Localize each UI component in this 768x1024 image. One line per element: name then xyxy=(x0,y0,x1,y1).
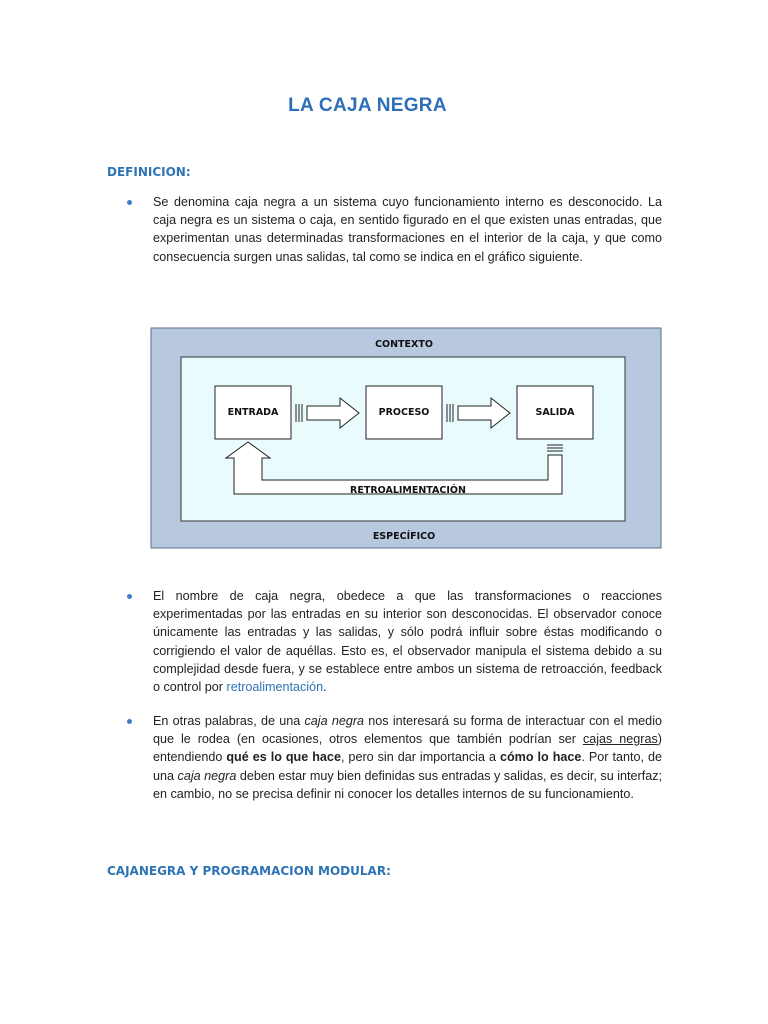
proceso-label: PROCESO xyxy=(378,407,430,418)
bullet-item-nombre xyxy=(127,587,662,696)
contexto-label: CONTEXTO xyxy=(375,339,433,350)
especifico-label: ESPECÍFICO xyxy=(372,531,436,542)
bullet-item-otras-palabras xyxy=(127,712,662,803)
bold-que-hace: qué es lo que hace xyxy=(226,750,341,765)
italic-caja-negra: caja negra xyxy=(304,714,365,728)
bullet-icon xyxy=(127,594,132,599)
bullet-icon xyxy=(127,719,132,724)
paragraph-otras-palabras xyxy=(153,712,662,803)
text-span: . Por tanto, de una xyxy=(153,750,662,783)
text-span: deben estar muy bien definidas sus entradas y salidas, es decir, su interfaz; en cambio, no se precisa definir ni conocer los detalles internos de su funcionamiento. xyxy=(153,768,663,801)
document-title: LA CAJA NEGRA xyxy=(288,95,447,116)
paragraph-nombre xyxy=(153,587,662,696)
cajas-negras-link[interactable]: cajas negras xyxy=(582,732,658,747)
entrada-label: ENTRADA xyxy=(227,407,279,418)
text-span: ) entendiendo xyxy=(153,732,662,765)
black-box-diagram xyxy=(145,326,665,556)
salida-label: SALIDA xyxy=(535,407,575,418)
italic-caja-negra: caja negra xyxy=(177,768,237,783)
paragraph-nombre-end: . xyxy=(323,680,327,695)
definicion-heading: DEFINICION: xyxy=(107,165,191,179)
modular-heading: CAJANEGRA Y PROGRAMACION MODULAR: xyxy=(107,864,391,878)
text-span: En otras palabras, de una xyxy=(153,714,305,728)
bold-como-hace: cómo lo hace xyxy=(499,750,582,765)
text-span: nos interesará su forma de interactuar con el medio que le rodea (en ocasiones, otros elementos que también podrían ser xyxy=(153,714,662,747)
bullet-icon xyxy=(127,200,132,205)
text-span: , pero sin dar importancia a xyxy=(340,750,500,765)
paragraph-definition: Se denomina caja negra a un sistema cuyo funcionamiento interno es desconocido. La caja negra es un sistema o caja, en sentido figurado en el que existen unas entradas, que experimentan unas determinadas transformaciones en el interior de la caja, y que como consecuencia surgen unas salidas, tal como se indica en el gráfico siguiente. xyxy=(153,195,662,264)
paragraph-nombre-text: El nombre de caja negra, obedece a que las transformaciones o reacciones experimentadas por las entradas en su interior son desconocidas. El observador conoce únicamente las entradas y las salidas, y sólo podrá influir sobre éstas modificando o corrigiendo el valor de aquéllas. Esto es, el observador manipula el sistema debido a su complejidad desde fuera, y se establece entre ambos un sistema de retroacción, feedback o control por xyxy=(153,589,662,695)
retroalimentacion-link[interactable]: retroalimentación xyxy=(226,680,324,695)
retroalimentacion-label: RETROALIMENTACIÓN xyxy=(350,485,466,496)
bullet-item-definition xyxy=(127,193,662,266)
